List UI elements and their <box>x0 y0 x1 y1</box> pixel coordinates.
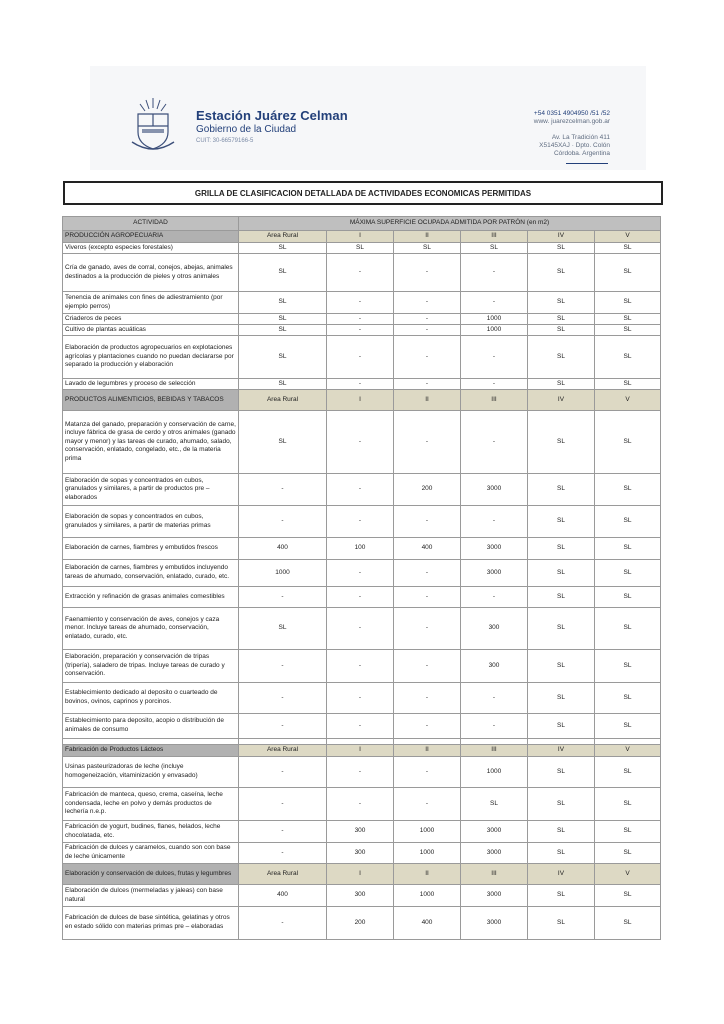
value-cell: SL <box>239 314 327 325</box>
section-header-row <box>63 745 661 757</box>
max-surface-column-header: MÁXIMA SUPERFICIE OCUPADA ADMITIDA POR PATRÓN (en m2) <box>239 217 661 231</box>
table-row <box>63 788 661 821</box>
value-cell: - <box>327 254 394 292</box>
value-cell: SL <box>595 907 661 940</box>
value-cell: SL <box>528 243 595 254</box>
section-header-row <box>63 390 661 411</box>
table-row <box>63 314 661 325</box>
address-line-1: Av. La Tradición 411 <box>551 134 610 141</box>
activity-cell: Matanza del ganado, preparación y conservación de carne, incluye fábrica de grasa de cerdo y otros animales (ganado mayor y menor) y las tareas de curado, ahumado, salado, conservación, enlatado, congelado, etc., de la materia prima <box>63 411 239 474</box>
activity-cell: Criaderos de peces <box>63 314 239 325</box>
value-cell: SL <box>528 821 595 843</box>
value-cell: SL <box>528 885 595 907</box>
table-row <box>63 907 661 940</box>
value-cell: - <box>327 474 394 506</box>
value-cell: SL <box>528 474 595 506</box>
activity-cell: Faenamiento y conservación de aves, conejos y caza menor. Incluye tareas de ahumado, conservación, enlatado, curado, etc. <box>63 608 239 650</box>
section-header-row <box>63 231 661 243</box>
value-cell: SL <box>595 560 661 587</box>
zone-header-cell: V <box>595 745 661 757</box>
activities-table <box>62 216 661 940</box>
zone-header-cell: I <box>327 231 394 243</box>
value-cell: - <box>394 314 461 325</box>
activity-cell: Establecimiento dedicado al deposito o cuarteado de bovinos, ovinos, caprinos y porcinos. <box>63 683 239 714</box>
table-row <box>63 587 661 608</box>
value-cell: 300 <box>327 821 394 843</box>
value-cell: - <box>394 560 461 587</box>
value-cell: 3000 <box>461 843 528 864</box>
value-cell: SL <box>595 254 661 292</box>
value-cell: 400 <box>239 885 327 907</box>
value-cell: 3000 <box>461 560 528 587</box>
value-cell: SL <box>595 821 661 843</box>
value-cell: SL <box>528 379 595 390</box>
value-cell: - <box>394 757 461 788</box>
table-row <box>63 714 661 739</box>
value-cell: - <box>394 254 461 292</box>
value-cell: 300 <box>327 843 394 864</box>
contact-divider <box>566 163 608 164</box>
table-row <box>63 683 661 714</box>
value-cell: 1000 <box>394 843 461 864</box>
zone-header-cell: V <box>595 864 661 885</box>
value-cell: - <box>327 336 394 379</box>
activity-cell: Cría de ganado, aves de corral, conejos, abejas, animales destinados a la producción de pieles y otros animales <box>63 254 239 292</box>
zone-header-cell: II <box>394 745 461 757</box>
value-cell: 100 <box>327 538 394 560</box>
value-cell: SL <box>595 650 661 683</box>
value-cell: - <box>461 254 528 292</box>
value-cell: - <box>327 379 394 390</box>
activity-cell: Elaboración de productos agropecuarios en explotaciones agrícolas y plantaciones cuando no puedan declararse por separado la producción y elaboración <box>63 336 239 379</box>
value-cell: SL <box>528 843 595 864</box>
table-row <box>63 821 661 843</box>
table-row <box>63 254 661 292</box>
value-cell: 1000 <box>239 560 327 587</box>
value-cell: SL <box>528 325 595 336</box>
value-cell: - <box>327 650 394 683</box>
activity-column-header: ACTIVIDAD <box>63 217 239 231</box>
activity-cell: Usinas pasteurizadoras de leche (incluye homogeneización, vitaminización y envasado) <box>63 757 239 788</box>
value-cell: 3000 <box>461 538 528 560</box>
value-cell: SL <box>595 608 661 650</box>
value-cell: SL <box>595 292 661 314</box>
value-cell: - <box>461 411 528 474</box>
zone-header-cell: IV <box>528 864 595 885</box>
value-cell: SL <box>595 243 661 254</box>
value-cell: SL <box>528 411 595 474</box>
activity-cell: Extracción y refinación de grasas animales comestibles <box>63 587 239 608</box>
activity-cell: Fabricación de dulces y caramelos, cuando son con base de leche únicamente <box>63 843 239 864</box>
value-cell: 1000 <box>461 325 528 336</box>
value-cell: - <box>239 506 327 538</box>
value-cell: SL <box>327 243 394 254</box>
value-cell: SL <box>528 683 595 714</box>
value-cell: - <box>327 560 394 587</box>
activity-cell: Fabricación de dulces de base sintética, gelatinas y otros en estado sólido con materias primas pre – elaboradas <box>63 907 239 940</box>
value-cell: - <box>239 683 327 714</box>
zone-header-cell: IV <box>528 745 595 757</box>
value-cell: 200 <box>394 474 461 506</box>
value-cell: - <box>394 506 461 538</box>
value-cell: SL <box>595 587 661 608</box>
value-cell: - <box>461 379 528 390</box>
value-cell: - <box>394 608 461 650</box>
value-cell: 1000 <box>394 885 461 907</box>
value-cell: - <box>461 683 528 714</box>
zone-header-cell: II <box>394 231 461 243</box>
section-title: PRODUCCIÓN AGROPECUARIA <box>63 231 239 243</box>
zone-header-cell: II <box>394 390 461 411</box>
value-cell: SL <box>239 379 327 390</box>
document-title: GRILLA DE CLASIFICACION DETALLADA DE ACTIVIDADES ECONOMICAS PERMITIDAS <box>63 181 663 205</box>
zone-header-cell: III <box>461 231 528 243</box>
activity-cell: Elaboración de dulces (mermeladas y jaleas) con base natural <box>63 885 239 907</box>
table-row <box>63 379 661 390</box>
value-cell: - <box>327 683 394 714</box>
value-cell: SL <box>528 714 595 739</box>
value-cell: SL <box>239 254 327 292</box>
value-cell: - <box>461 714 528 739</box>
value-cell: - <box>461 506 528 538</box>
value-cell: - <box>461 292 528 314</box>
value-cell: SL <box>528 254 595 292</box>
value-cell: - <box>327 411 394 474</box>
value-cell: 3000 <box>461 885 528 907</box>
value-cell: - <box>394 650 461 683</box>
zone-header-cell: V <box>595 231 661 243</box>
value-cell: SL <box>394 243 461 254</box>
value-cell: SL <box>595 714 661 739</box>
section-title: Elaboración y conservación de dulces, frutas y legumbres <box>63 864 239 885</box>
value-cell: SL <box>239 336 327 379</box>
value-cell: - <box>239 650 327 683</box>
value-cell: - <box>327 608 394 650</box>
value-cell: SL <box>528 788 595 821</box>
value-cell: 3000 <box>461 821 528 843</box>
value-cell: - <box>239 714 327 739</box>
value-cell: - <box>327 292 394 314</box>
value-cell: - <box>461 587 528 608</box>
value-cell: - <box>239 587 327 608</box>
value-cell: 400 <box>239 538 327 560</box>
activity-cell: Elaboración de sopas y concentrados en cubos, granulados y similares, a partir de productos pre – elaborados <box>63 474 239 506</box>
value-cell: SL <box>239 243 327 254</box>
activity-cell: Tenencia de animales con fines de adiestramiento (por ejemplo perros) <box>63 292 239 314</box>
zone-header-cell: Area Rural <box>239 231 327 243</box>
address-line-2: X5145XAJ · Dpto. Colón <box>539 142 610 149</box>
zone-header-cell: IV <box>528 390 595 411</box>
value-cell: SL <box>528 650 595 683</box>
value-cell: 400 <box>394 907 461 940</box>
table-header-row <box>63 217 661 231</box>
address-line-3: Córdoba. Argentina <box>553 150 610 157</box>
value-cell: 1000 <box>394 821 461 843</box>
table-row <box>63 336 661 379</box>
zone-header-cell: V <box>595 390 661 411</box>
table-row <box>63 608 661 650</box>
value-cell: SL <box>239 608 327 650</box>
value-cell: - <box>327 788 394 821</box>
value-cell: - <box>394 587 461 608</box>
value-cell: SL <box>595 538 661 560</box>
value-cell: - <box>394 292 461 314</box>
activity-cell: Establecimiento para deposito, acopio o distribución de animales de consumo <box>63 714 239 739</box>
table-row <box>63 292 661 314</box>
value-cell: 1000 <box>461 757 528 788</box>
zone-header-cell: Area Rural <box>239 745 327 757</box>
org-cuit: CUIT: 30-66579166-5 <box>196 138 254 144</box>
table-row <box>63 650 661 683</box>
value-cell: 3000 <box>461 907 528 940</box>
value-cell: 300 <box>327 885 394 907</box>
section-header-row <box>63 864 661 885</box>
value-cell: SL <box>528 757 595 788</box>
table-row <box>63 411 661 474</box>
value-cell: SL <box>595 788 661 821</box>
value-cell: SL <box>528 506 595 538</box>
value-cell: SL <box>528 538 595 560</box>
activity-cell: Elaboración, preparación y conservación de tripas (tripería), saladero de tripas. Incluye tareas de curado y conservación. <box>63 650 239 683</box>
value-cell: - <box>394 325 461 336</box>
letterhead <box>90 66 646 170</box>
section-title: PRODUCTOS ALIMENTICIOS, BEBIDAS Y TABACOS <box>63 390 239 411</box>
value-cell: SL <box>528 336 595 379</box>
value-cell: SL <box>595 506 661 538</box>
value-cell: SL <box>239 411 327 474</box>
contact-block <box>534 110 610 158</box>
value-cell: - <box>327 325 394 336</box>
value-cell: SL <box>595 336 661 379</box>
activity-cell: Lavado de legumbres y proceso de selección <box>63 379 239 390</box>
value-cell: SL <box>595 314 661 325</box>
value-cell: - <box>239 757 327 788</box>
value-cell: 3000 <box>461 474 528 506</box>
zone-header-cell: I <box>327 390 394 411</box>
zone-header-cell: III <box>461 864 528 885</box>
zone-header-cell: II <box>394 864 461 885</box>
value-cell: SL <box>239 325 327 336</box>
table-row <box>63 885 661 907</box>
value-cell: SL <box>528 587 595 608</box>
value-cell: 300 <box>461 608 528 650</box>
value-cell: SL <box>595 379 661 390</box>
zone-header-cell: III <box>461 745 528 757</box>
website-link[interactable]: www. juarezcelman.gob.ar <box>533 118 610 125</box>
value-cell: SL <box>595 474 661 506</box>
value-cell: SL <box>595 757 661 788</box>
activity-cell: Viveros (excepto especies forestales) <box>63 243 239 254</box>
org-subtitle: Gobierno de la Ciudad <box>196 124 297 135</box>
value-cell: 400 <box>394 538 461 560</box>
zone-header-cell: III <box>461 390 528 411</box>
value-cell: - <box>394 379 461 390</box>
zone-header-cell: I <box>327 864 394 885</box>
value-cell: - <box>239 843 327 864</box>
value-cell: SL <box>528 608 595 650</box>
table-row <box>63 325 661 336</box>
org-name: Estación Juárez Celman <box>196 108 348 123</box>
activity-cell: Fabricación de manteca, queso, crema, caseína, leche condensada, leche en polvo y demás productos de lechería n.e.p. <box>63 788 239 821</box>
value-cell: SL <box>461 788 528 821</box>
municipal-seal-logo <box>128 96 178 154</box>
value-cell: SL <box>595 411 661 474</box>
value-cell: SL <box>595 683 661 714</box>
activity-cell: Elaboración de carnes, fiambres y embutidos frescos <box>63 538 239 560</box>
section-title: Fabricación de Productos Lácteos <box>63 745 239 757</box>
value-cell: - <box>239 907 327 940</box>
table-row <box>63 843 661 864</box>
table-row <box>63 474 661 506</box>
value-cell: - <box>327 714 394 739</box>
value-cell: - <box>239 821 327 843</box>
zone-header-cell: Area Rural <box>239 864 327 885</box>
value-cell: - <box>394 336 461 379</box>
value-cell: SL <box>528 907 595 940</box>
table-row <box>63 757 661 788</box>
value-cell: - <box>461 336 528 379</box>
value-cell: - <box>327 314 394 325</box>
value-cell: - <box>239 788 327 821</box>
value-cell: - <box>394 714 461 739</box>
value-cell: SL <box>595 325 661 336</box>
table-row <box>63 506 661 538</box>
zone-header-cell: Area Rural <box>239 390 327 411</box>
phone-text: +54 0351 4904950 /51 /52 <box>533 110 610 117</box>
activity-cell: Fabricación de yogurt, budines, flanes, helados, leche chocolatada, etc. <box>63 821 239 843</box>
value-cell: - <box>394 788 461 821</box>
value-cell: 300 <box>461 650 528 683</box>
table-row <box>63 560 661 587</box>
value-cell: - <box>239 474 327 506</box>
value-cell: 200 <box>327 907 394 940</box>
zone-header-cell: I <box>327 745 394 757</box>
value-cell: SL <box>528 560 595 587</box>
value-cell: - <box>394 411 461 474</box>
value-cell: SL <box>239 292 327 314</box>
value-cell: SL <box>595 843 661 864</box>
value-cell: SL <box>595 885 661 907</box>
zone-header-cell: IV <box>528 231 595 243</box>
table-row <box>63 538 661 560</box>
table-row <box>63 243 661 254</box>
value-cell: SL <box>528 314 595 325</box>
value-cell: - <box>327 587 394 608</box>
activity-cell: Cultivo de plantas acuáticas <box>63 325 239 336</box>
value-cell: SL <box>528 292 595 314</box>
value-cell: SL <box>461 243 528 254</box>
value-cell: - <box>394 683 461 714</box>
value-cell: 1000 <box>461 314 528 325</box>
activity-cell: Elaboración de sopas y concentrados en cubos, granulados y similares, a partir de materias primas <box>63 506 239 538</box>
activity-cell: Elaboración de carnes, fiambres y embutidos incluyendo tareas de ahumado, conservación, enlatado, curado, etc. <box>63 560 239 587</box>
value-cell: - <box>327 757 394 788</box>
value-cell: - <box>327 506 394 538</box>
